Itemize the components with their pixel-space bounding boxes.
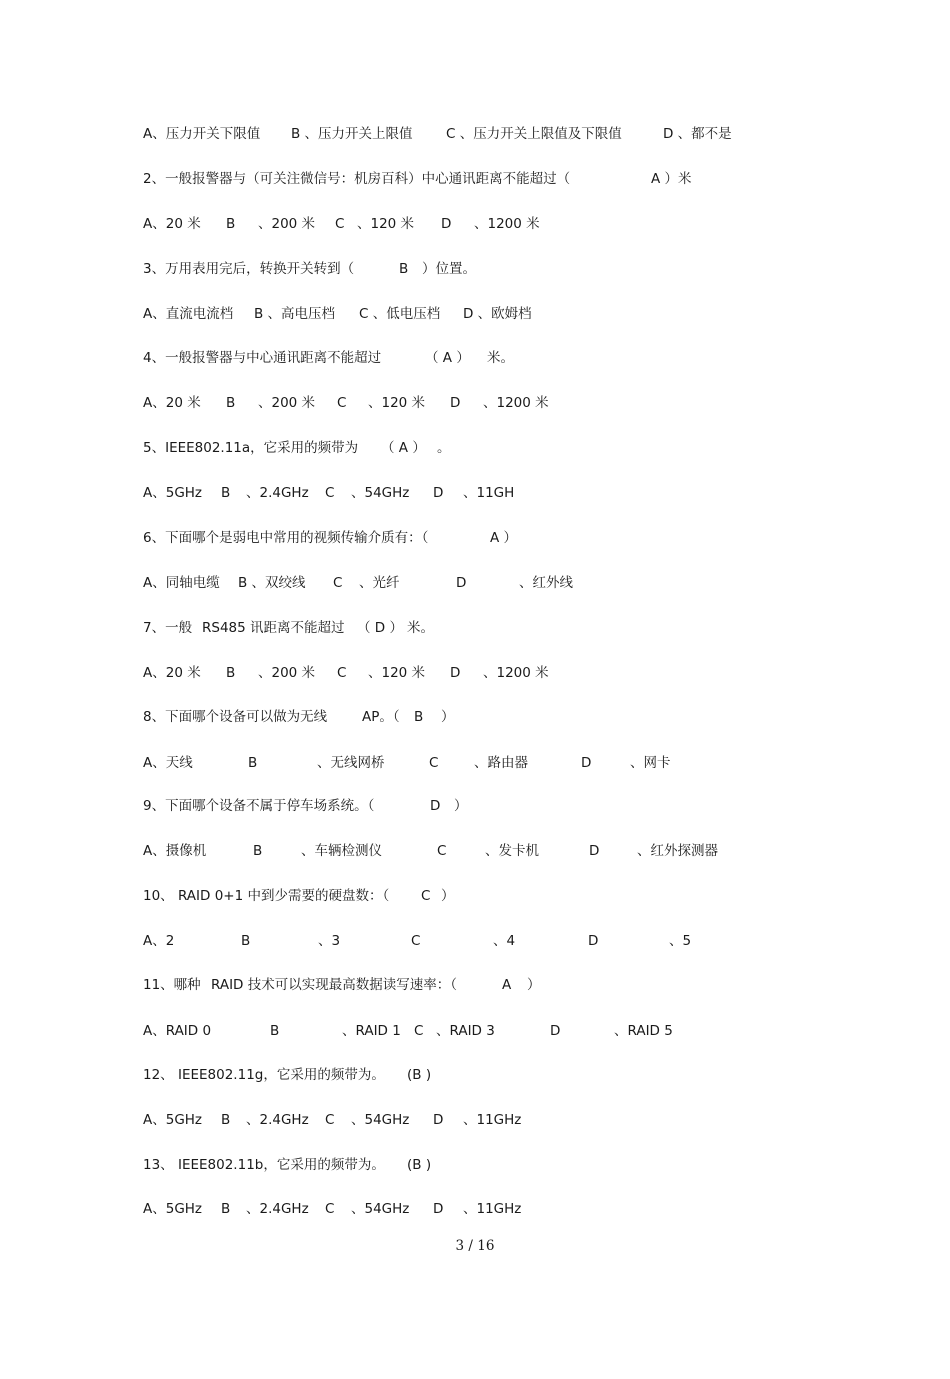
text-segment: B — [221, 1112, 231, 1128]
text-segment: C — [333, 575, 343, 591]
text-segment: 、5 — [669, 933, 692, 949]
text-segment: A、直流电流档 — [143, 306, 234, 322]
text-segment: ） — [527, 977, 541, 993]
text-segment: 4、一般报警器与中心通讯距离不能超过 — [143, 350, 382, 366]
text-segment: D — [433, 1201, 444, 1217]
text-segment: AP。（ — [362, 709, 400, 725]
text-segment: RAID 技术可以实现最高数据读写速率：（ — [211, 977, 457, 993]
text-segment: A、5GHz — [143, 485, 203, 501]
text-segment: 、网卡 — [630, 755, 671, 771]
answer-text: B — [414, 709, 424, 725]
text-segment: C — [325, 485, 335, 501]
text-segment: 、11GH — [463, 485, 515, 501]
text-segment: C — [335, 216, 345, 232]
option-line — [143, 1110, 522, 1130]
text-segment: D — [441, 216, 452, 232]
text-segment: D 、都不是 — [663, 126, 732, 142]
option-line — [143, 663, 549, 683]
text-segment: D 、欧姆档 — [463, 306, 532, 322]
text-segment: D — [588, 933, 599, 949]
text-segment: D — [550, 1023, 561, 1039]
question-line — [143, 975, 541, 995]
answer-text: （ A ） — [425, 350, 470, 366]
text-segment: 、RAID 1 — [342, 1023, 401, 1039]
text-segment: 、红外探测器 — [637, 843, 718, 859]
question-line — [143, 1155, 432, 1175]
answer-text: (B ) — [407, 1067, 432, 1083]
text-segment: 、红外线 — [519, 575, 573, 591]
text-segment: A、天线 — [143, 755, 193, 771]
text-segment: B — [248, 755, 258, 771]
text-segment: A、压力开关下限值 — [143, 126, 261, 142]
answer-text: （ A ） — [381, 440, 426, 456]
text-segment: 、1200 米 — [474, 216, 540, 232]
text-segment: 、120 米 — [357, 216, 415, 232]
text-segment: 2、一般报警器与（可关注微信号：机房百科）中心通讯距离不能超过（ — [143, 171, 571, 187]
text-segment: A、20 米 — [143, 665, 201, 681]
text-segment: 8、下面哪个设备可以做为无线 — [143, 709, 328, 725]
text-segment: RS485 讯距离不能超过 — [202, 620, 345, 636]
text-segment: B — [226, 665, 236, 681]
page-number: 3 / 16 — [455, 1238, 495, 1254]
text-segment: C — [437, 843, 447, 859]
text-segment: ） — [441, 888, 455, 904]
text-segment: D — [581, 755, 592, 771]
text-segment: 、120 米 — [368, 395, 426, 411]
option-line — [143, 1199, 522, 1219]
text-segment: B 、高电压档 — [254, 306, 336, 322]
question-line — [143, 707, 455, 727]
text-segment: 11、哪种 — [143, 977, 201, 993]
text-segment: 、车辆检测仪 — [301, 843, 382, 859]
option-line — [143, 753, 671, 773]
text-segment: B — [241, 933, 251, 949]
text-segment: C — [325, 1112, 335, 1128]
text-segment: 9、下面哪个设备不属于停车场系统。（ — [143, 798, 375, 814]
text-segment: D — [433, 485, 444, 501]
question-line — [143, 348, 514, 368]
option-line — [143, 393, 549, 413]
text-segment: 、200 米 — [258, 395, 316, 411]
text-segment: 、发卡机 — [485, 843, 539, 859]
text-segment: 米。 — [407, 620, 434, 636]
question-line — [143, 528, 518, 548]
text-segment: C — [337, 395, 347, 411]
text-segment: D — [589, 843, 600, 859]
text-segment: 12、 IEEE802.11g，它采用的频带为。 — [143, 1067, 385, 1083]
text-segment: A、RAID 0 — [143, 1023, 212, 1039]
option-line — [143, 1021, 673, 1041]
option-line — [143, 214, 540, 234]
option-line — [143, 124, 732, 144]
text-segment: B — [270, 1023, 280, 1039]
text-segment: A、20 米 — [143, 216, 201, 232]
answer-text: D — [430, 798, 441, 814]
text-segment: 6、下面哪个是弱电中常用的视频传输介质有：（ — [143, 530, 429, 546]
text-segment: D — [433, 1112, 444, 1128]
text-segment: 、11GHz — [463, 1201, 522, 1217]
text-segment: 、光纤 — [359, 575, 400, 591]
text-segment: 、54GHz — [351, 485, 410, 501]
question-line — [143, 169, 692, 189]
text-segment: 、RAID 3 — [436, 1023, 495, 1039]
text-segment: C — [325, 1201, 335, 1217]
question-line — [143, 618, 434, 638]
text-segment: 、120 米 — [368, 665, 426, 681]
text-segment: 、200 米 — [258, 665, 316, 681]
text-segment: ）位置。 — [422, 261, 476, 277]
text-segment: 、路由器 — [474, 755, 528, 771]
option-line — [143, 841, 718, 861]
text-segment: D — [450, 395, 461, 411]
text-segment: C — [337, 665, 347, 681]
text-segment: 、11GHz — [463, 1112, 522, 1128]
text-segment: 、54GHz — [351, 1201, 410, 1217]
text-segment: 、3 — [318, 933, 341, 949]
answer-text: A ） — [490, 530, 518, 546]
text-segment: D — [456, 575, 467, 591]
text-segment: 10、 RAID 0+1 中到少需要的硬盘数：（ — [143, 888, 390, 904]
text-segment: 、RAID 5 — [614, 1023, 673, 1039]
question-line — [143, 1065, 432, 1085]
text-segment: A、2 — [143, 933, 175, 949]
question-line — [143, 259, 476, 279]
answer-text: （ D ） — [357, 620, 403, 636]
text-segment: B — [221, 1201, 231, 1217]
text-segment: 、1200 米 — [483, 665, 549, 681]
text-segment: C — [411, 933, 421, 949]
text-segment: 、200 米 — [258, 216, 316, 232]
text-segment: B 、双绞线 — [238, 575, 306, 591]
text-segment: 5、IEEE802.11a，它采用的频带为 — [143, 440, 359, 456]
text-segment: C 、压力开关上限值及下限值 — [446, 126, 622, 142]
text-segment: 米。 — [487, 350, 514, 366]
text-segment: C — [414, 1023, 424, 1039]
text-segment: 、2.4GHz — [246, 485, 309, 501]
answer-text: (B ) — [407, 1157, 432, 1173]
text-segment: 。 — [437, 440, 451, 456]
text-segment: A、摄像机 — [143, 843, 207, 859]
text-segment: 、2.4GHz — [246, 1201, 309, 1217]
option-line — [143, 304, 532, 324]
text-segment: B — [221, 485, 231, 501]
text-segment: B — [226, 216, 236, 232]
text-segment: D — [450, 665, 461, 681]
text-segment: A、5GHz — [143, 1112, 203, 1128]
text-segment: 3、万用表用完后，转换开关转到（ — [143, 261, 355, 277]
text-segment: ） — [441, 709, 455, 725]
text-segment: B — [226, 395, 236, 411]
option-line — [143, 931, 692, 951]
text-segment: B — [253, 843, 263, 859]
question-line — [143, 438, 451, 458]
text-segment: 、2.4GHz — [246, 1112, 309, 1128]
text-segment: 7、一般 — [143, 620, 193, 636]
option-line — [143, 483, 515, 503]
option-line — [143, 573, 573, 593]
answer-text: A — [502, 977, 512, 993]
text-segment: 、4 — [493, 933, 516, 949]
question-line — [143, 796, 468, 816]
text-segment: 13、 IEEE802.11b，它采用的频带为。 — [143, 1157, 385, 1173]
text-segment: 、54GHz — [351, 1112, 410, 1128]
text-segment: A、20 米 — [143, 395, 201, 411]
text-segment: A、同轴电缆 — [143, 575, 220, 591]
text-segment: ） — [454, 798, 468, 814]
answer-text: C — [421, 888, 431, 904]
text-segment: 、1200 米 — [483, 395, 549, 411]
text-segment: A、5GHz — [143, 1201, 203, 1217]
answer-text: B — [399, 261, 409, 277]
text-segment: C 、低电压档 — [359, 306, 441, 322]
answer-text: A ）米 — [651, 171, 692, 187]
text-segment: 、无线网桥 — [317, 755, 385, 771]
question-line — [143, 886, 455, 906]
text-segment: C — [429, 755, 439, 771]
text-segment: B 、压力开关上限值 — [291, 126, 413, 142]
